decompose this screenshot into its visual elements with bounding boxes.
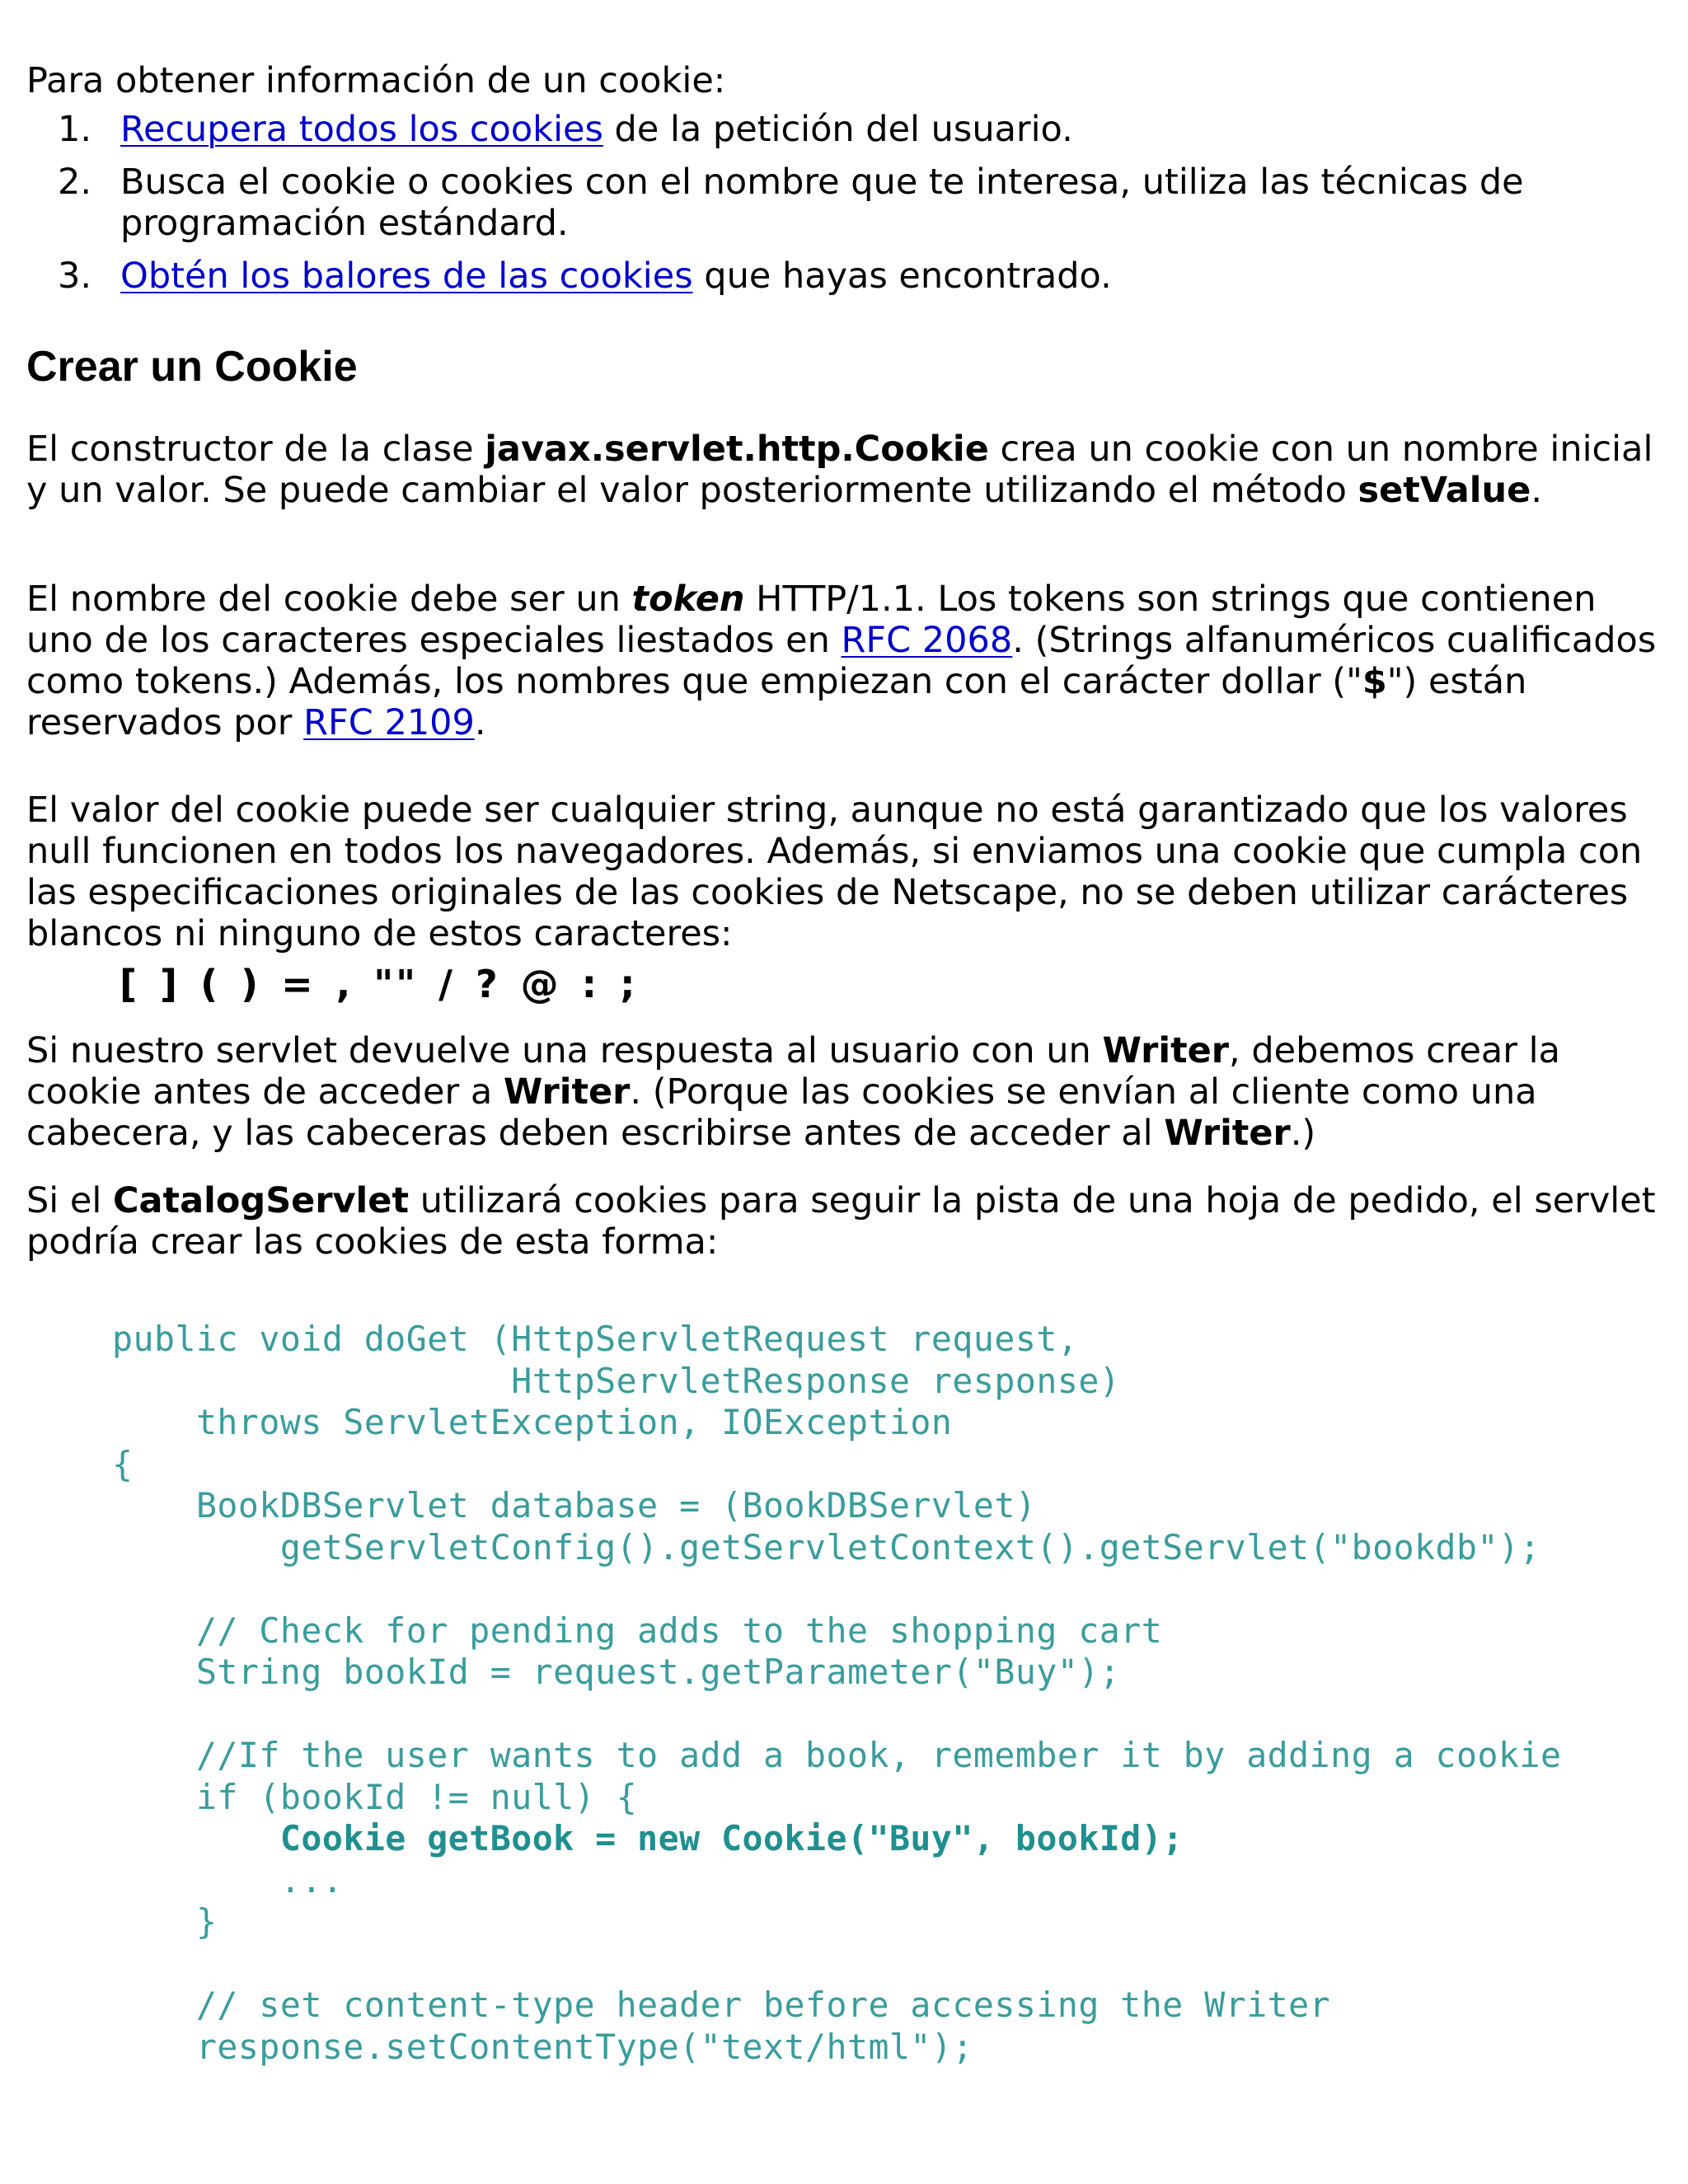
paragraph-catalog-servlet — [26, 1180, 1667, 1263]
dollar-sign: $ — [1362, 661, 1387, 702]
code-line: ... — [112, 1859, 344, 1900]
list-number: 3. — [58, 255, 92, 297]
text: utilizará cookies para seguir la pista de una hoja de pedido, el servlet podría crear las cookies de esta forma: — [26, 1180, 1656, 1263]
link-rfc-2109[interactable]: RFC 2109 — [303, 702, 475, 743]
list-item — [26, 255, 1642, 297]
code-line — [112, 1943, 1561, 1985]
list-number: 2. — [58, 162, 92, 203]
text: . — [1531, 470, 1542, 511]
code-line: response.setContentType("text/html"); — [112, 2026, 973, 2067]
step-text: de la petición del usuario. — [603, 109, 1073, 150]
text: El constructor de la clase — [26, 429, 485, 470]
list-number: 1. — [58, 109, 92, 150]
list-item — [26, 162, 1642, 244]
writer-term: Writer — [1164, 1113, 1291, 1154]
code-line: // Check for pending adds to the shopping cart — [112, 1610, 1163, 1651]
special-characters: [ ] ( ) = , "" / ? @ : ; — [120, 962, 638, 1006]
method-name: setValue — [1357, 470, 1531, 511]
servlet-name: CatalogServlet — [112, 1180, 410, 1221]
code-line: throws ServletException, IOException — [112, 1402, 953, 1442]
text: , debemos crear la cookie antes de acceder a — [26, 1030, 1560, 1113]
code-line — [112, 1568, 1561, 1610]
text: . (Strings alfanuméricos cualificados como tokens.) Además, los nombres que empiezan con el carácter dollar (" — [26, 620, 1657, 702]
step-text: Busca el cookie o cookies con el nombre que te interesa, utiliza las técnicas de programación estándard. — [120, 162, 1524, 244]
paragraph-cookie-value: El valor del cookie puede ser cualquier string, aunque no está garantizado que los valores null funcionen en todos los navegadores. Además, si enviamos una cookie que cumpla con las especificaciones originales de las cookies de Netscape, no se deben utilizar carácteres blancos ni ninguno de estos caracteres: — [26, 790, 1643, 954]
code-line: getServletConfig().getServletContext().getServlet("bookdb"); — [112, 1526, 1540, 1568]
code-line: { — [112, 1443, 134, 1484]
text: Si el — [26, 1180, 113, 1221]
writer-term: Writer — [1102, 1030, 1229, 1071]
text: Si nuestro servlet devuelve una respuesta al usuario con un — [26, 1030, 1103, 1071]
text: crea un cookie con un nombre inicial y un valor. Se puede cambiar el valor posteriormente utilizando el método — [26, 429, 1653, 511]
writer-term: Writer — [503, 1071, 631, 1113]
list-item — [26, 109, 1642, 150]
steps-list — [26, 109, 1642, 308]
text: . — [474, 702, 486, 743]
paragraph-writer — [26, 1030, 1667, 1154]
paragraph-constructor — [26, 429, 1667, 511]
link-get-cookie-values[interactable]: Obtén los balores de las cookies — [120, 255, 693, 297]
code-line: String bookId = request.getParameter("Buy"); — [112, 1652, 1121, 1692]
link-get-cookies[interactable]: Recupera todos los cookies — [120, 109, 603, 150]
text: .) — [1290, 1113, 1316, 1154]
token-term: token — [631, 579, 745, 620]
code-line-highlighted: Cookie getBook = new Cookie("Buy", bookId); — [112, 1818, 1184, 1858]
code-line: } — [112, 1901, 218, 1942]
text: El nombre del cookie debe ser un — [26, 579, 632, 620]
code-line: //If the user wants to add a book, remember it by adding a cookie — [112, 1735, 1562, 1775]
step-text: que hayas encontrado. — [692, 255, 1112, 297]
class-name: javax.servlet.http.Cookie — [485, 429, 989, 470]
code-line: HttpServletResponse response) — [112, 1360, 1121, 1401]
code-line: // set content-type header before accessing the Writer — [112, 1985, 1331, 2025]
paragraph-token — [26, 579, 1667, 743]
code-block — [112, 1319, 1561, 2068]
intro-text: Para obtener información de un cookie: — [26, 60, 726, 101]
code-line — [112, 1694, 1561, 1736]
code-line: if (bookId != null) { — [112, 1776, 638, 1817]
section-heading: Crear un Cookie — [26, 343, 358, 391]
text: . (Porque las cookies se envían al cliente como una cabecera, y las cabeceras deben escribirse antes de acceder al — [26, 1071, 1537, 1154]
code-line: public void doGet (HttpServletRequest request, — [112, 1319, 1079, 1359]
link-rfc-2068[interactable]: RFC 2068 — [841, 620, 1013, 661]
text: ") están reservados por — [26, 661, 1527, 743]
text: HTTP/1.1. Los tokens son strings que contienen uno de los caracteres especiales liestados en — [26, 579, 1597, 661]
code-line: BookDBServlet database = (BookDBServlet) — [112, 1485, 1037, 1526]
